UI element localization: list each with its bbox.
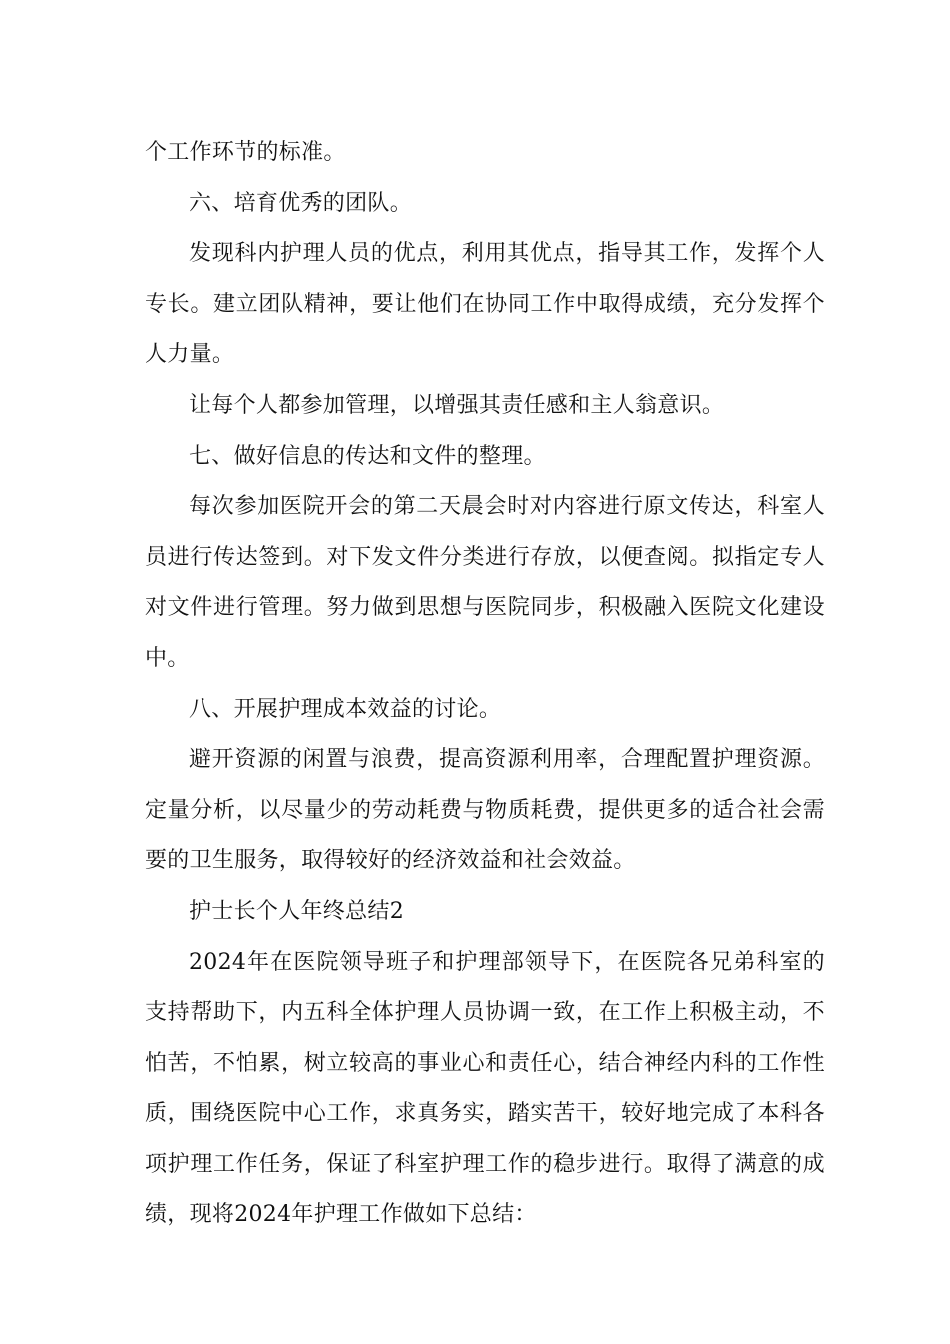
heading-seven-information: 七、做好信息的传达和文件的整理。 xyxy=(189,443,546,469)
document-body xyxy=(145,128,825,1241)
paragraph-team-strengths: 发现科内护理人员的优点，利用其优点，指导其工作，发挥个人专长。建立团队精神，要让他们在协同工作中取得成绩，充分发挥个人力量。 xyxy=(145,241,825,368)
paragraph-management-participation: 让每个人都参加管理，以增强其责任感和主人翁意识。 xyxy=(189,392,725,418)
paragraph-information-transfer: 每次参加医院开会的第二天晨会时对内容进行原文传达，科室人员进行传达签到。对下发文件分类进行存放，以便查阅。拟指定专人对文件进行管理。努力做到思想与医院同步，积极融入医院文化建设中。 xyxy=(145,494,825,671)
heading-six-team: 六、培育优秀的团队。 xyxy=(189,190,413,216)
paragraph-annual-summary: 2024年在医院领导班子和护理部领导下，在医院各兄弟科室的支持帮助下，内五科全体护理人员协调一致，在工作上积极主动，不怕苦，不怕累，树立较高的事业心和责任心，结合神经内科的工作性质，围绕医院中心工作，求真务实，踏实苦干，较好地完成了本科各项护理工作任务，保证了科室护理工作的稳步进行。取得了满意的成绩，现将2024年护理工作做如下总结： xyxy=(145,949,825,1228)
paragraph-resource-allocation: 避开资源的闲置与浪费，提高资源利用率，合理配置护理资源。定量分析，以尽量少的劳动耗费与物质耗费，提供更多的适合社会需要的卫生服务，取得较好的经济效益和社会效益。 xyxy=(145,747,825,874)
paragraph-standards-end: 个工作环节的标准。 xyxy=(145,140,346,165)
section-title-summary-2: 护士长个人年终总结2 xyxy=(189,898,404,924)
heading-eight-cost-benefit: 八、开展护理成本效益的讨论。 xyxy=(189,696,502,722)
